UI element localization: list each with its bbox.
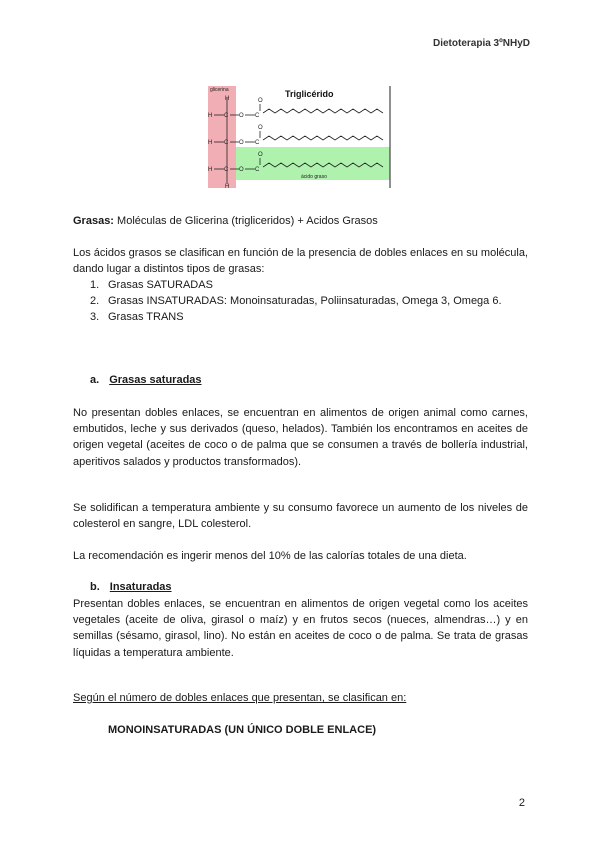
svg-text:O: O [239,113,244,119]
section-b-paragraph: Presentan dobles enlaces, se encuentran en alimentos de origen vegetal como los aceites vegetales (aceite de oliva, girasol o maíz) y en frutos secos (nueces, almendras…) y en semillas (sésamo, girasol, lino). No están en aceites de coco o de palma. Se trata de grasas líquidas a temperatura ambiente. [73,598,528,659]
triglyceride-figure [205,84,393,190]
svg-text:O: O [258,152,263,158]
svg-text:O: O [239,167,244,173]
fatty-acid-label: ácido graso [301,174,327,180]
section-a-paragraph-2: Se solidifican a temperatura ambiente y su consumo favorece un aumento de los niveles de colesterol en sangre, LDL colesterol. [73,502,528,531]
h-bottom: H [225,184,230,190]
glycerol-label: glicerina [210,87,229,93]
svg-text:H: H [208,167,213,173]
section-a-paragraph-1: No presentan dobles enlaces, se encuentran en alimentos de origen animal como carnes, embutidos, leche y sus derivados (queso, helados). También los encontramos en aceites de origen vegetal (aceites de coco o de palma que se consumen a través de bollería industrial, aperitivos salados y productos transformados). [73,407,528,468]
figure-title: Triglicérido [285,89,334,99]
section-a-heading: a. Grasas saturadas [90,374,202,386]
svg-text:C: C [224,167,229,173]
fat-types-list [73,277,528,326]
svg-text:C: C [255,167,260,173]
list-item: 3. Grasas TRANS [90,311,184,324]
list-item: 2. Grasas INSATURADAS: Monoinsaturadas, Poliinsaturadas, Omega 3, Omega 6. [90,295,502,308]
intro-text: Moléculas de Glicerina (trigliceridos) + Acidos Grasos [113,215,378,227]
list-item: 1. Grasas SATURADAS [90,279,213,291]
subclass-intro: Según el número de dobles enlaces que presentan, se clasifican en: [73,692,407,704]
h-top: H [225,96,230,102]
mono-heading: MONOINSATURADAS (UN ÚNICO DOBLE ENLACE) [108,724,377,736]
section-b-heading: b. Insaturadas [90,581,172,593]
svg-text:H: H [208,140,213,146]
page-number: 2 [518,797,525,809]
intro-line [73,213,528,229]
svg-text:C: C [224,140,229,146]
svg-text:O: O [258,98,263,104]
svg-text:C: C [224,113,229,119]
svg-text:C: C [255,113,260,119]
intro-label: Grasas: [73,215,114,227]
header-title: Dietoterapia 3ºNHyD [432,38,530,49]
svg-text:C: C [255,140,260,146]
svg-text:O: O [239,140,244,146]
section-a-paragraph-3: La recomendación es ingerir menos del 10% de las calorías totales de una dieta. [73,550,467,562]
svg-text:O: O [258,125,263,131]
svg-text:H: H [208,113,213,119]
classification-text: Los ácidos grasos se clasifican en función de la presencia de dobles enlaces en su molécula, dando lugar a distintos tipos de grasas: [73,247,528,276]
